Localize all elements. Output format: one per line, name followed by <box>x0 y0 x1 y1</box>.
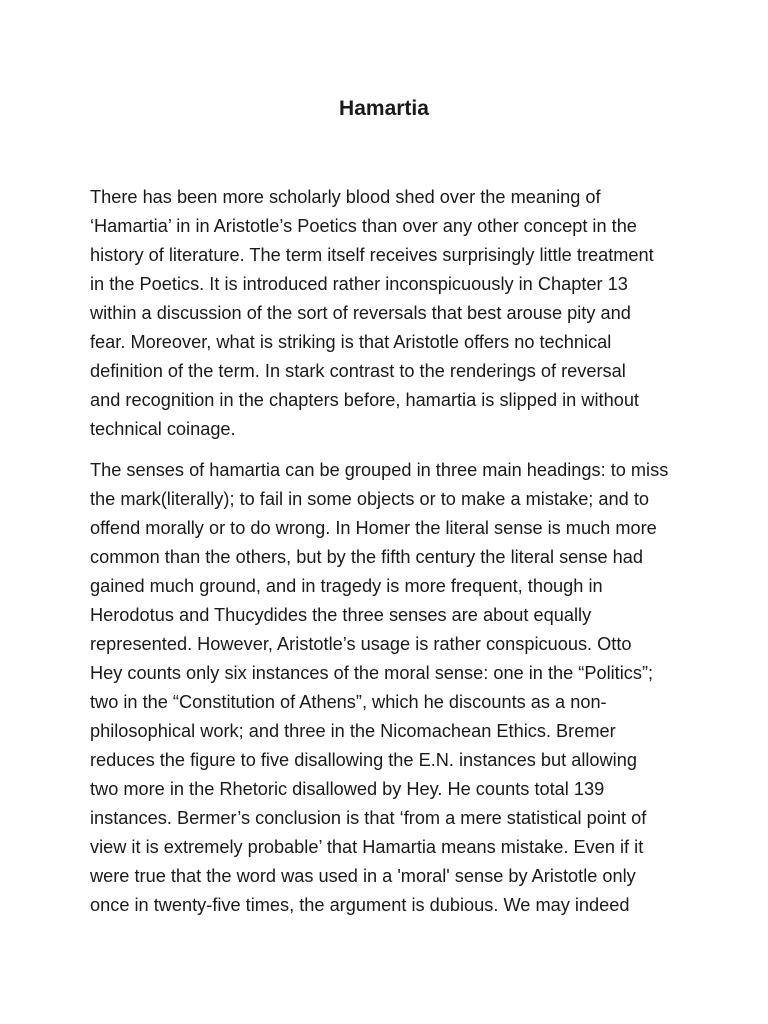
text-line: Hey counts only six instances of the moral sense: one in the “Politics”; <box>90 663 654 683</box>
text-line: represented. However, Aristotle’s usage is rather conspicuous. Otto <box>90 634 632 654</box>
text-line: were true that the word was used in a 'moral' sense by Aristotle only <box>90 866 636 886</box>
text-line: history of literature. The term itself receives surprisingly little treatment <box>90 245 654 265</box>
text-line: instances. Bermer’s conclusion is that ‘from a mere statistical point of <box>90 808 647 828</box>
document-title: Hamartia <box>339 97 429 120</box>
text-line: The senses of hamartia can be grouped in three main headings: to miss <box>90 460 669 480</box>
text-line: technical coinage. <box>90 419 236 439</box>
text-line: view it is extremely probable’ that Hamartia means mistake. Even if it <box>90 837 644 857</box>
text-line: within a discussion of the sort of reversals that best arouse pity and <box>90 303 631 323</box>
text-line: philosophical work; and three in the Nicomachean Ethics. Bremer <box>90 721 616 741</box>
text-line: offend morally or to do wrong. In Homer the literal sense is much more <box>90 518 657 538</box>
text-line: There has been more scholarly blood shed over the meaning of <box>90 187 601 207</box>
text-line: fear. Moreover, what is striking is that Aristotle offers no technical <box>90 332 612 352</box>
paragraph-1 <box>90 183 690 444</box>
text-line: Herodotus and Thucydides the three senses are about equally <box>90 605 592 625</box>
text-line: ‘Hamartia’ in in Aristotle’s Poetics than over any other concept in the <box>90 216 637 236</box>
text-line: common than the others, but by the fifth century the literal sense had <box>90 547 644 567</box>
document-body <box>90 183 690 932</box>
text-line: two more in the Rhetoric disallowed by Hey. He counts total 139 <box>90 779 605 799</box>
paragraph-2 <box>90 456 690 920</box>
text-line: gained much ground, and in tragedy is more frequent, though in <box>90 576 603 596</box>
text-line: definition of the term. In stark contrast to the renderings of reversal <box>90 361 626 381</box>
text-line: once in twenty-five times, the argument is dubious. We may indeed <box>90 895 630 915</box>
text-line: two in the “Constitution of Athens”, which he discounts as a non- <box>90 692 607 712</box>
text-line: the mark(literally); to fail in some objects or to make a mistake; and to <box>90 489 649 509</box>
text-line: in the Poetics. It is introduced rather inconspicuously in Chapter 13 <box>90 274 628 294</box>
text-line: reduces the figure to five disallowing the E.N. instances but allowing <box>90 750 637 770</box>
text-line: and recognition in the chapters before, hamartia is slipped in without <box>90 390 639 410</box>
